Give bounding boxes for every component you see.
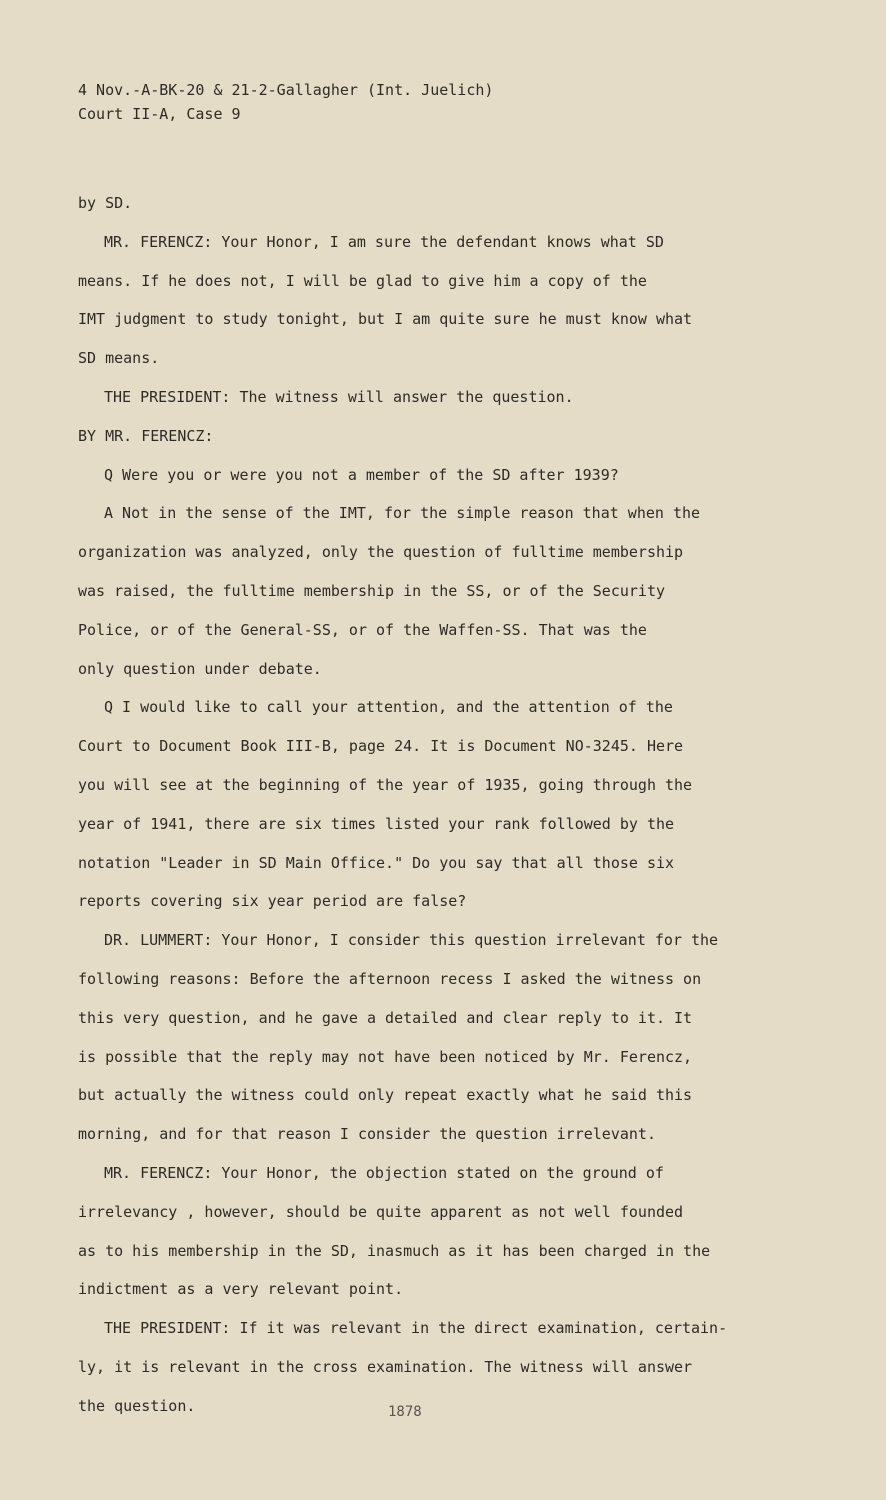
transcript-line: THE PRESIDENT: The witness will answer the question. <box>104 387 574 406</box>
transcript-line: Police, or of the General-SS, or of the Waffen-SS. That was the <box>78 620 647 639</box>
transcript-line: indictment as a very relevant point. <box>78 1280 404 1299</box>
transcript-line: only question under debate. <box>78 659 322 678</box>
transcript-line: following reasons: Before the afternoon recess I asked the witness on <box>78 969 702 988</box>
transcript-line: MR. FERENCZ: Your Honor, I am sure the defendant knows what SD <box>104 232 664 251</box>
transcript-line: notation "Leader in SD Main Office." Do you say that all those six <box>78 853 675 872</box>
transcript-line: this very question, and he gave a detailed and clear reply to it. It <box>78 1008 693 1027</box>
transcript-body <box>78 184 826 1426</box>
transcript-line: BY MR. FERENCZ: <box>78 426 214 445</box>
transcript-line: irrelevancy , however, should be quite apparent as not well founded <box>78 1202 684 1221</box>
transcript-line: but actually the witness could only repeat exactly what he said this <box>78 1086 693 1105</box>
transcript-line: as to his membership in the SD, inasmuch as it has been charged in the <box>78 1241 711 1260</box>
transcript-line: MR. FERENCZ: Your Honor, the objection stated on the ground of <box>104 1163 664 1182</box>
transcript-line: morning, and for that reason I consider the question irrelevant. <box>78 1125 656 1144</box>
transcript-line: the question. <box>78 1396 196 1415</box>
transcript-line: year of 1941, there are six times listed your rank followed by the <box>78 814 675 833</box>
transcript-line: IMT judgment to study tonight, but I am quite sure he must know what <box>78 310 693 329</box>
transcript-line: means. If he does not, I will be glad to give him a copy of the <box>78 271 647 290</box>
transcript-line: A Not in the sense of the IMT, for the simple reason that when the <box>104 504 701 523</box>
transcript-line: you will see at the beginning of the year of 1935, going through the <box>78 775 693 794</box>
transcript-line: Q Were you or were you not a member of the SD after 1939? <box>104 465 619 484</box>
page-number: 1878 <box>388 1404 422 1420</box>
transcript-line: reports covering six year period are false? <box>78 892 467 911</box>
header-line-2: Court II-A, Case 9 <box>78 105 241 123</box>
transcript-line: by SD. <box>78 194 133 212</box>
transcript-line: Court to Document Book III-B, page 24. It is Document NO-3245. Here <box>78 737 684 756</box>
transcript-line: was raised, the fulltime membership in the SS, or of the Security <box>78 581 665 600</box>
header-line-1: 4 Nov.-A-BK-20 & 21-2-Gallagher (Int. Juelich) <box>78 81 494 99</box>
transcript-line: ly, it is relevant in the cross examination. The witness will answer <box>78 1357 693 1376</box>
transcript-line: organization was analyzed, only the question of fulltime membership <box>78 543 684 562</box>
transcript-line: SD means. <box>78 349 160 368</box>
transcript-line: is possible that the reply may not have been noticed by Mr. Ferencz, <box>78 1047 693 1066</box>
transcript-line: THE PRESIDENT: If it was relevant in the direct examination, certain- <box>104 1319 728 1338</box>
transcript-line: Q I would like to call your attention, and the attention of the <box>104 698 673 717</box>
document-header <box>78 78 826 126</box>
transcript-line: DR. LUMMERT: Your Honor, I consider this question irrelevant for the <box>104 931 719 950</box>
